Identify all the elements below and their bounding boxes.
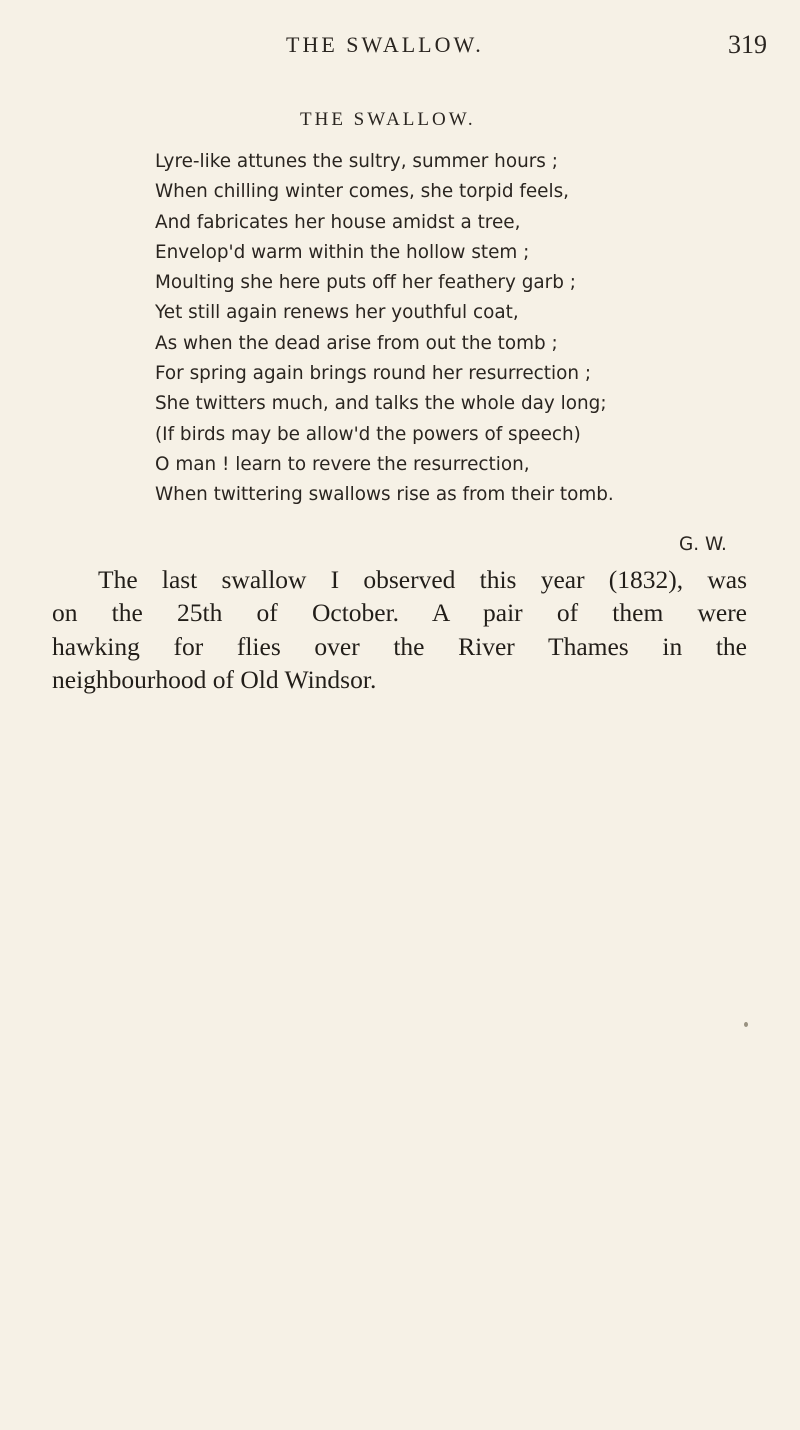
poem-title: THE SWALLOW. (300, 109, 476, 130)
prose-line: on the 25th of October. A pair of them were (52, 598, 747, 628)
prose-line: hawking for flies over the River Thames in the (52, 631, 747, 661)
poem-line: Moulting she here puts off her feathery garb ; (155, 272, 576, 294)
paper-speck (744, 1022, 748, 1027)
poem-line: When twittering swallows rise as from their tomb. (155, 484, 614, 506)
running-title: THE SWALLOW. (286, 32, 484, 57)
poem-line: When chilling winter comes, she torpid feels, (155, 181, 570, 203)
poem-line: And fabricates her house amidst a tree, (155, 211, 521, 233)
poem-line: For spring again brings round her resurrection ; (155, 363, 592, 385)
poem (155, 147, 755, 511)
poem-line: O man ! learn to revere the resurrection, (155, 453, 530, 475)
poem-line: Envelop'd warm within the hollow stem ; (155, 241, 530, 263)
poem-line: As when the dead arise from out the tomb ; (155, 332, 558, 354)
prose-paragraph (52, 563, 747, 696)
page-number: 319 (728, 30, 767, 59)
poem-line: Lyre-like attunes the sultry, summer hours ; (155, 151, 558, 172)
prose-line: The last swallow I observed this year (1832), was (98, 565, 747, 594)
poem-line: (If birds may be allow'd the powers of speech) (155, 423, 581, 445)
prose-line: neighbourhood of Old Windsor. (52, 664, 377, 694)
poem-signature: G. W. (679, 534, 727, 555)
poem-line: She twitters much, and talks the whole day long; (155, 393, 607, 415)
running-head (0, 30, 800, 64)
poem-line: Yet still again renews her youthful coat, (155, 302, 519, 324)
